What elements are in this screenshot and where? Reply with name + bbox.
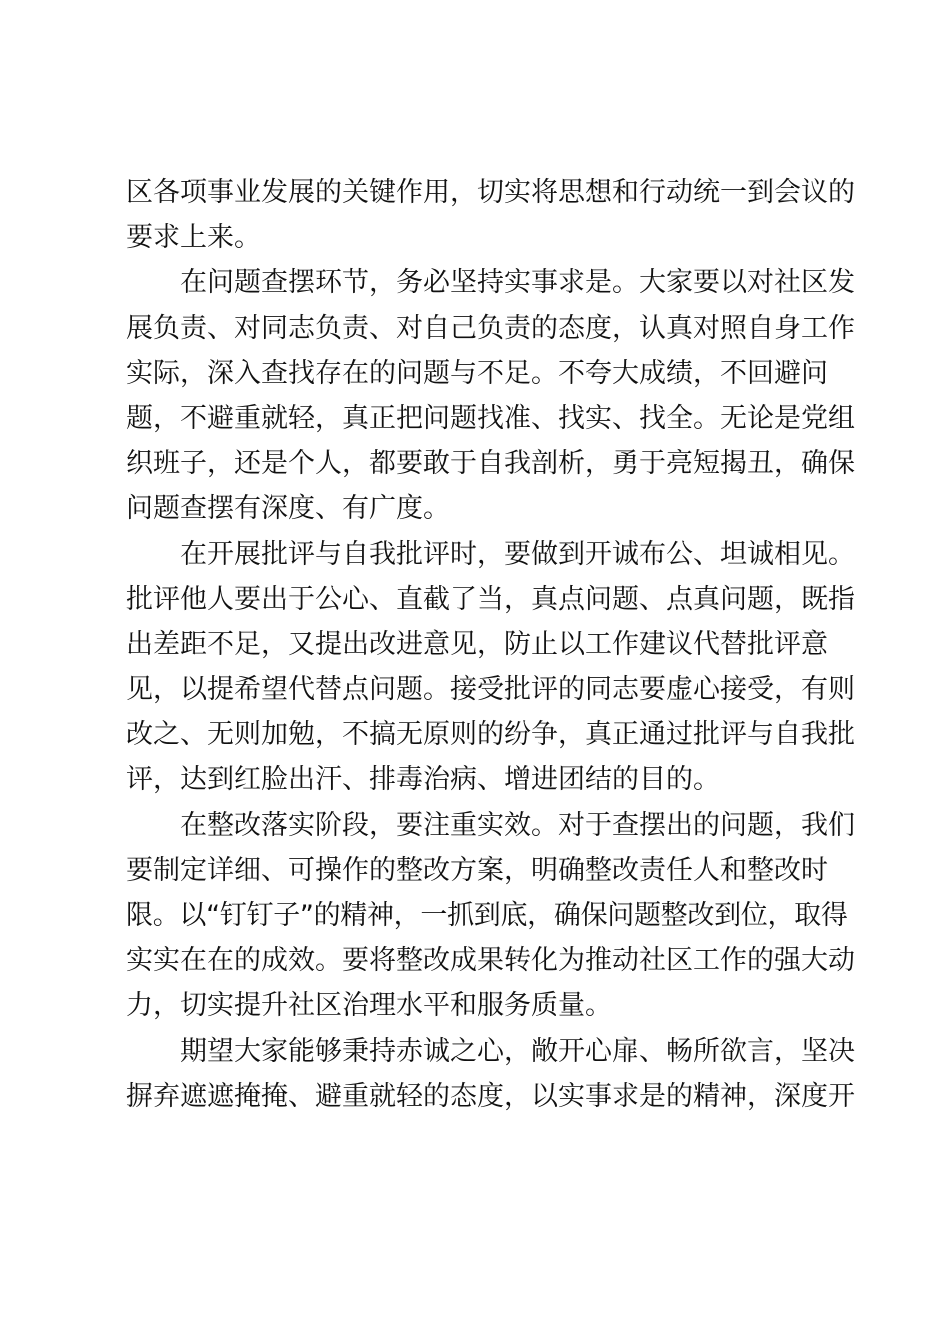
text-line: 力，切实提升社区治理水平和服务质量。 bbox=[126, 990, 612, 1022]
text-line: 实实在在的成效。要将整改成果转化为推动社区工作的强大动 bbox=[126, 945, 855, 977]
paragraph-start-line: 期望大家能够秉持赤诚之心，敞开心扉、畅所欲言，坚决 bbox=[180, 1035, 855, 1067]
text-line: 批评他人要出于公心、直截了当，真点问题、点真问题，既指 bbox=[126, 583, 855, 615]
text-line: 改之、无则加勉，不搞无原则的纷争，真正通过批评与自我批 bbox=[126, 719, 855, 751]
document-body bbox=[126, 170, 855, 1119]
text-line: 织班子，还是个人，都要敢于自我剖析，勇于亮短揭丑，确保 bbox=[126, 448, 855, 480]
text-line: 实际，深入查找存在的问题与不足。不夸大成绩，不回避问 bbox=[126, 357, 828, 389]
text-line: 限。以“钉钉子”的精神，一抓到底，确保问题整改到位，取得 bbox=[126, 900, 848, 931]
text-line: 见，以提希望代替点问题。接受批评的同志要虚心接受，有则 bbox=[126, 674, 855, 706]
text-line: 区各项事业发展的关键作用，切实将思想和行动统一到会议的 bbox=[126, 177, 855, 208]
text-line: 出差距不足，又提出改进意见，防止以工作建议代替批评意 bbox=[126, 628, 828, 660]
text-line: 要制定详细、可操作的整改方案，明确整改责任人和整改时 bbox=[126, 854, 828, 886]
text-line: 要求上来。 bbox=[126, 222, 261, 254]
text-line: 评，达到红脸出汗、排毒治病、增进团结的目的。 bbox=[126, 764, 720, 796]
paragraph-start-line: 在整改落实阶段，要注重实效。对于查摆出的问题，我们 bbox=[180, 809, 855, 841]
text-line: 展负责、对同志负责、对自己负责的态度，认真对照自身工作 bbox=[126, 312, 855, 344]
text-line: 摒弃遮遮掩掩、避重就轻的态度，以实事求是的精神，深度开 bbox=[126, 1080, 855, 1112]
text-line: 问题查摆有深度、有广度。 bbox=[126, 493, 450, 525]
paragraph-start-line: 在问题查摆环节，务必坚持实事求是。大家要以对社区发 bbox=[180, 267, 855, 299]
text-line: 题，不避重就轻，真正把问题找准、找实、找全。无论是党组 bbox=[126, 402, 855, 434]
paragraph-start-line: 在开展批评与自我批评时，要做到开诚布公、坦诚相见。 bbox=[180, 538, 855, 570]
